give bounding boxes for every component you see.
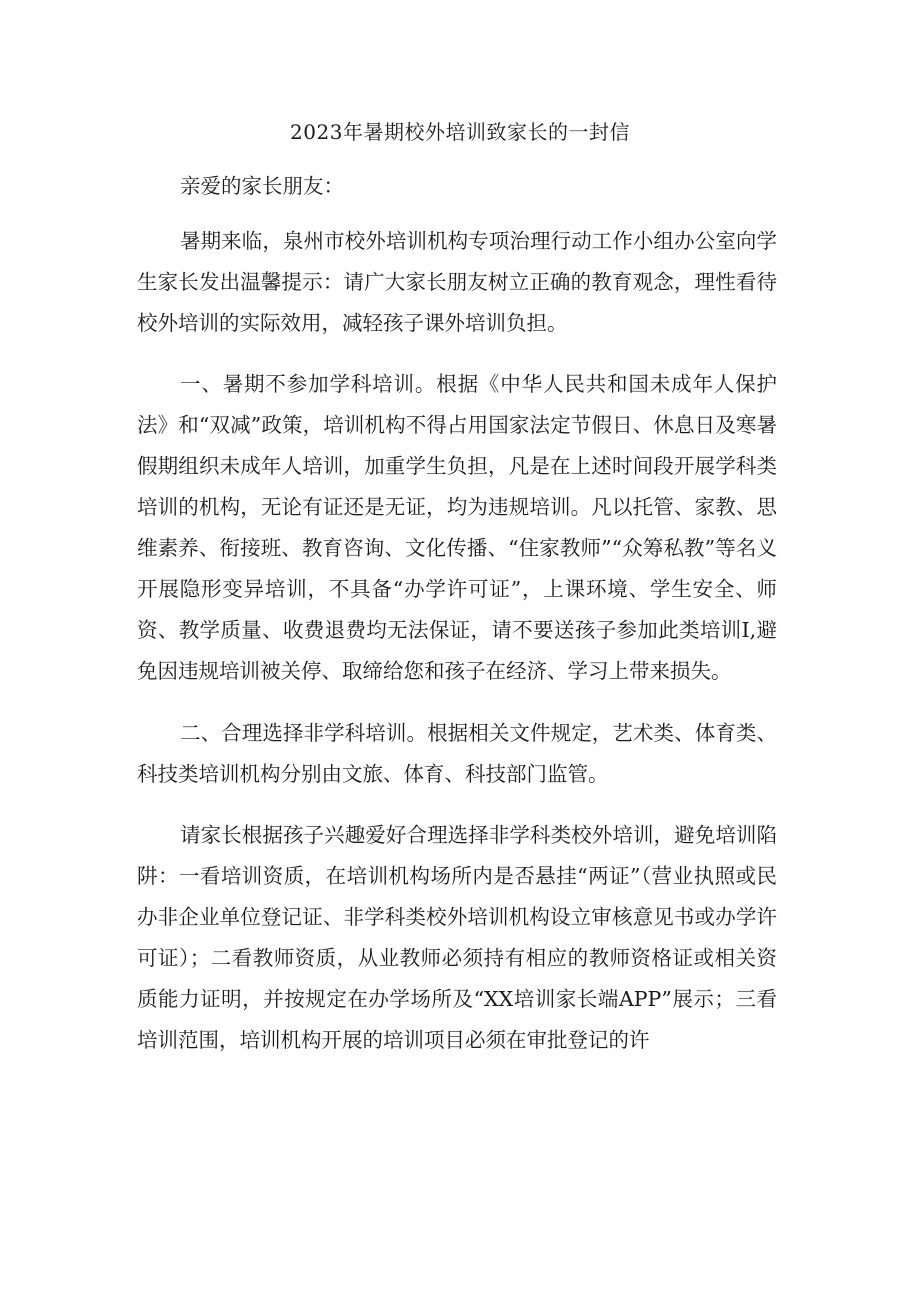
paragraph-section-one: 一、暑期不参加学科培训。根据《中华人民共和国未成年人保护法》和“双减”政策，培训机构不得占用国家法定节假日、休息日及寒暑假期组织未成年人培训，加重学生负担，凡是在上述时间段开展学科类培训的机构，无论有证还是无证，均为违规培训。凡以托管、家教、思维素养、衔接班、教育咨询、文化传播、“住家教师”“众筹私教”等名义开展隐形变异培训，不具备“办学许可证”，上课环境、学生安全、师资、教学质量、收费退费均无法保证，请不要送孩子参加此类培训I,避免因违规培训被关停、取缔给您和孩子在经济、学习上带来损失。	[137, 372, 777, 683]
paragraph-section-two: 二、合理选择非学科培训。根据相关文件规定，艺术类、体育类、科技类培训机构分别由文旅、体育、科技部门监管。	[137, 720, 777, 786]
paragraph-intro: 暑期来临，泉州市校外培训机构专项治理行动工作小组办公室向学生家长发出温馨提示：请广大家长朋友树立正确的教育观念，理性看待校外培训的实际效用，减轻孩子课外培训负担。	[137, 228, 777, 335]
paragraph-advice: 请家长根据孩子兴趣爱好合理选择非学科类校外培训，避免培训陷阱：一看培训资质，在培训机构场所内是否悬挂“两证”（营业执照或民办非企业单位登记证、非学科类校外培训机构设立审核意见书或办学许可证）；二看教师资质，从业教师必须持有相应的教师资格证或相关资质能力证明，并按规定在办学场所及“XX培训家长端APP”展示；三看培训范围，培训机构开展的培训项目必须在审批登记的许	[137, 823, 777, 1052]
letter-title: 2023年暑期校外培训致家长的一封信	[290, 120, 630, 144]
salutation: 亲爱的家长朋友：	[180, 174, 344, 198]
